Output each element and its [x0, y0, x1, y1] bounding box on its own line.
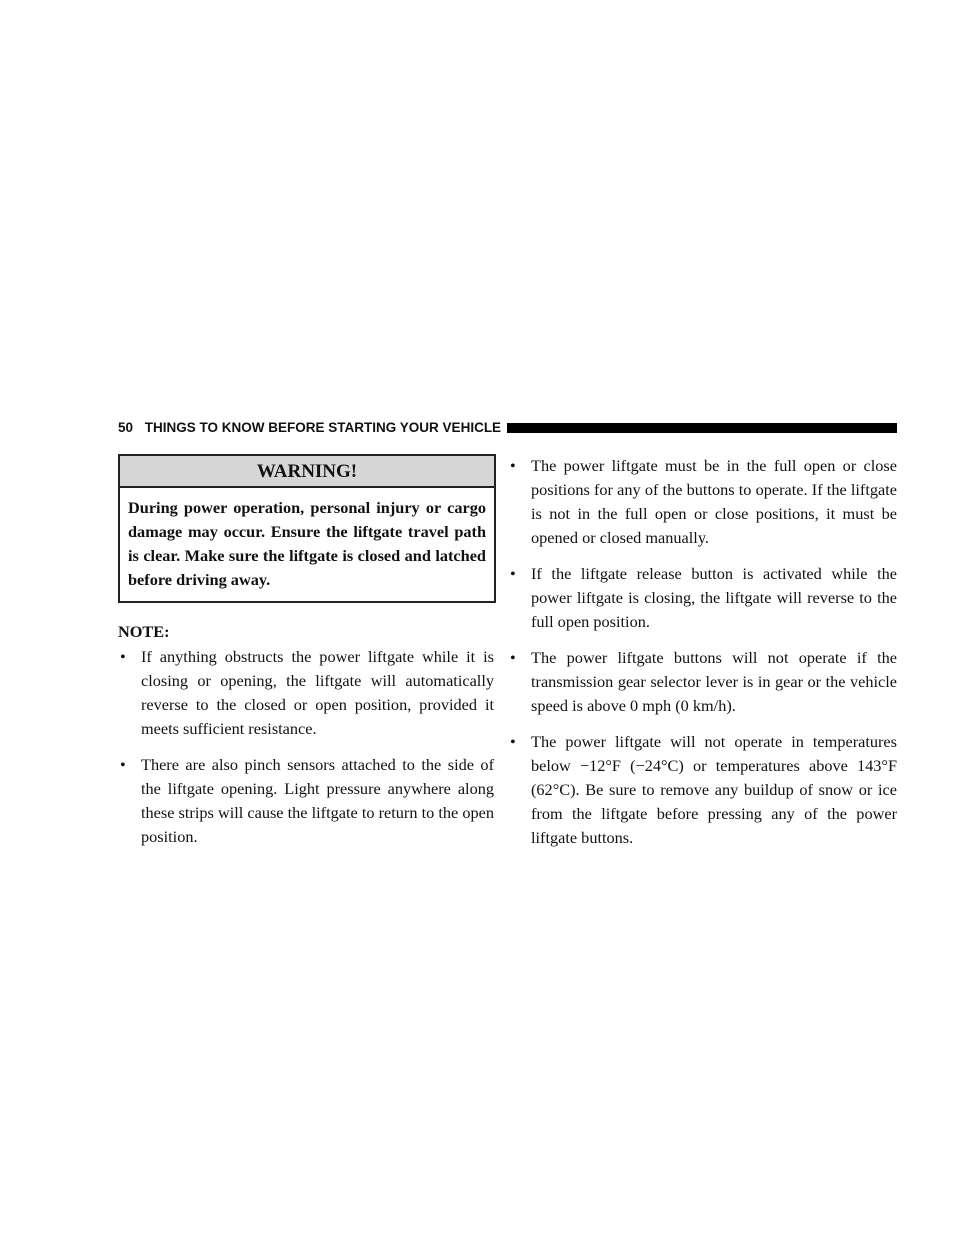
list-item	[508, 454, 897, 550]
left-bullet-list	[118, 645, 494, 849]
list-item	[118, 645, 494, 741]
warning-box	[118, 454, 496, 603]
note-label: NOTE:	[118, 622, 170, 641]
left-column	[118, 620, 494, 861]
list-item	[118, 753, 494, 849]
bullet-icon: •	[120, 647, 126, 666]
list-item-text: There are also pinch sensors attached to the side of the liftgate opening. Light pressure anywhere along these strips will cause the liftgate to return to the open position.	[141, 755, 494, 846]
page-header	[118, 420, 501, 435]
list-item-text: The power liftgate buttons will not operate if the transmission gear selector lever is in gear or the vehicle speed is above 0 mph (0 km/h).	[531, 648, 897, 715]
bullet-icon: •	[120, 755, 126, 774]
section-title: THINGS TO KNOW BEFORE STARTING YOUR VEHICLE	[144, 420, 502, 435]
list-item-text: The power liftgate must be in the full open or close positions for any of the buttons to operate. If the liftgate is not in the full open or close positions, it must be opened or closed manually.	[531, 456, 897, 547]
bullet-icon: •	[510, 456, 516, 475]
right-bullet-list	[508, 454, 897, 850]
list-item-text: If anything obstructs the power liftgate while it is closing or opening, the liftgate will automatically reverse to the closed or open position, provided it meets sufficient resistance.	[141, 647, 494, 738]
right-column	[508, 454, 897, 862]
warning-body: During power operation, personal injury or cargo damage may occur. Ensure the liftgate travel path is clear. Make sure the liftgate is closed and latched before driving away.	[128, 498, 486, 589]
bullet-icon: •	[510, 564, 516, 583]
list-item-text: If the liftgate release button is activated while the power liftgate is closing, the liftgate will reverse to the full open position.	[531, 564, 897, 631]
bullet-icon: •	[510, 648, 516, 667]
bullet-icon: •	[510, 732, 516, 751]
list-item	[508, 646, 897, 718]
list-item	[508, 562, 897, 634]
warning-title: WARNING!	[120, 456, 494, 488]
page-number: 50	[118, 420, 134, 435]
page-header-row	[118, 420, 897, 435]
list-item-text: The power liftgate will not operate in temperatures below −12°F (−24°C) or temperatures above 143°F (62°C). Be sure to remove any buildup of snow or ice from the liftgate before pressing any of the power liftgate buttons.	[531, 732, 897, 847]
header-rule	[507, 423, 897, 433]
list-item	[508, 730, 897, 850]
